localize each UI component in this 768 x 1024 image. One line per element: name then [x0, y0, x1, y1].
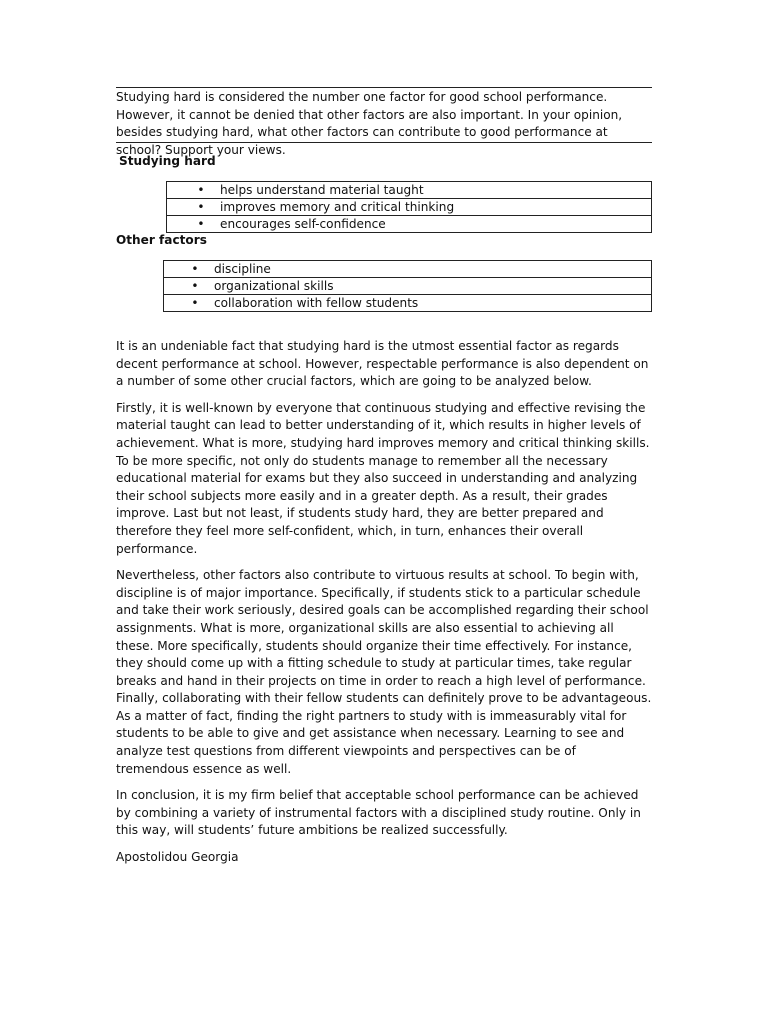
bullet-icon: •	[197, 217, 205, 231]
author-signature: Apostolidou Georgia	[116, 850, 239, 865]
bullet-icon: •	[191, 296, 199, 310]
bullet-icon: •	[191, 262, 199, 276]
studying-hard-list	[166, 181, 652, 233]
outline-heading-studying-hard: Studying hard	[119, 154, 216, 168]
list-item	[164, 261, 652, 278]
essay-paragraph-other-factors: Nevertheless, other factors also contribute to virtuous results at school. To begin with, discipline is of major importance. Specifically, if students stick to a particular schedule and take their work seriously, desired goals can be accomplished regarding their school assignments. What is more, organizational skills are also essential to achieving all these. More specifically, students should organize their time effectively. For instance, they should come up with a fitting schedule to study at particular times, take regular breaks and hand in their projects on time in order to reach a high level of performance. Finally, collaborating with their fellow students can definitely prove to be advantageous. As a matter of fact, finding the right partners to study with is immeasurably vital for students to be able to give and get assistance when necessary. Learning to see and analyze test questions from different viewpoints and perspectives can be of tremendous essence as well.	[116, 568, 652, 776]
list-item	[167, 199, 652, 216]
list-item-text: organizational skills	[214, 279, 334, 293]
essay-paragraph-studying: Firstly, it is well-known by everyone that continuous studying and effective revising the material taught can lead to better understanding of it, which results in higher levels of achievement. What is more, studying hard improves memory and critical thinking skills. To be more specific, not only do students manage to remember all the necessary educational material for exams but they also succeed in understanding and analyzing their school subjects more easily and in a greater depth. As a result, their grades improve. Last but not least, if students study hard, they are better prepared and therefore they feel more self-confident, which, in turn, enhances their overall performance.	[116, 400, 650, 556]
list-item	[164, 295, 652, 312]
list-item-text: helps understand material taught	[220, 183, 424, 197]
list-item-text: encourages self-confidence	[220, 217, 386, 231]
essay-paragraph-intro: It is an undeniable fact that studying hard is the utmost essential factor as regards decent performance at school. However, respectable performance is also dependent on a number of some other crucial factors, which are going to be analyzed below.	[116, 339, 649, 389]
list-item	[167, 216, 652, 233]
bullet-icon: •	[191, 279, 199, 293]
list-item	[167, 182, 652, 199]
essay-prompt: Studying hard is considered the number one factor for good school performance. However, it cannot be denied that other factors are also important. In your opinion, besides studying hard, what other factors can contribute to good performance at school? Support your views.	[116, 87, 652, 143]
list-item-text: improves memory and critical thinking	[220, 200, 455, 214]
essay-paragraph-conclusion: In conclusion, it is my firm belief that acceptable school performance can be achieved by combining a variety of instrumental factors with a disciplined study routine. Only in this way, will students’ future ambitions be realized successfully.	[116, 788, 641, 838]
list-item-text: discipline	[214, 262, 271, 276]
list-item-text: collaboration with fellow students	[214, 296, 419, 310]
other-factors-list	[163, 260, 652, 312]
list-item	[164, 278, 652, 295]
bullet-icon: •	[197, 183, 205, 197]
bullet-icon: •	[197, 200, 205, 214]
outline-heading-other-factors: Other factors	[116, 233, 207, 247]
essay-body	[116, 338, 652, 876]
